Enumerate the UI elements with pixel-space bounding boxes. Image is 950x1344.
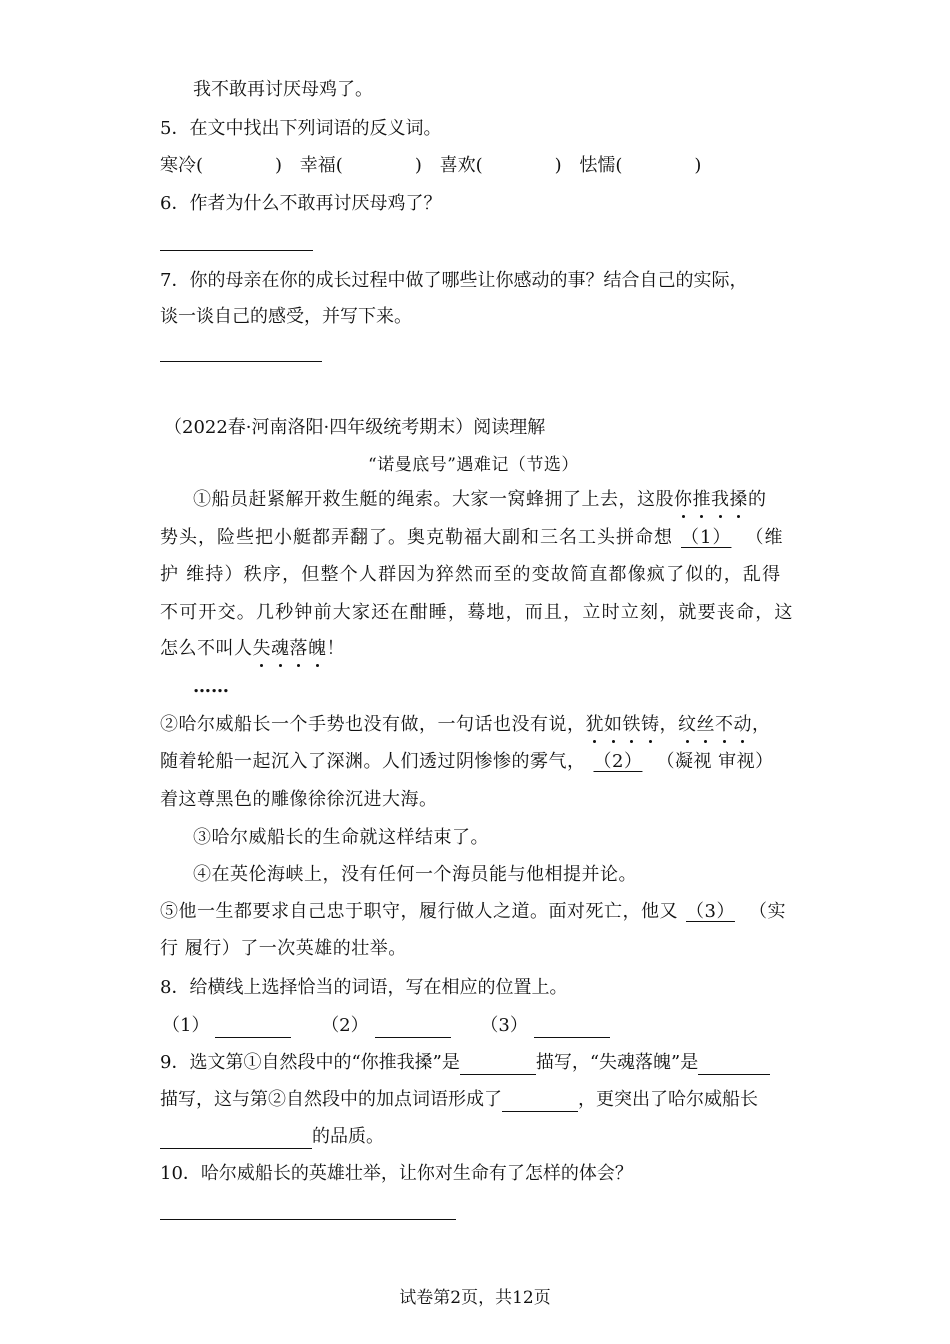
paren-close: ) (554, 155, 562, 176)
dotted-char: 犹 (585, 714, 604, 735)
paragraph-1-line5: 怎么不叫人失魂落魄！ (160, 638, 345, 659)
question-9-line2: 描写，这与第②自然段中的加点词语形成了 ，更突出了哈尔威船长 (160, 1089, 758, 1110)
question-5-antonym-row (160, 154, 701, 178)
answer-label-3: （3） (480, 1015, 528, 1036)
blank-1[interactable]: （1） (681, 527, 732, 548)
paragraph-1-line2: 势头，险些把小艇都弄翻了。奥克勒福大副和三名工头拼命想 （1） （维 (160, 527, 784, 548)
paragraph-1-line3: 护 维持）秩序，但整个人群因为猝然而至的变故简直都像疯了似的，乱得 (160, 564, 782, 585)
question-8-prompt: 8．给横线上选择恰当的词语，写在相应的位置上。 (160, 977, 568, 998)
paragraph-3: ③哈尔威船长的生命就这样结束了。 (193, 827, 489, 848)
paragraph-2-line3: 着这尊黑色的雕像徐徐沉进大海。 (160, 789, 438, 810)
dotted-char: 落 (289, 638, 308, 659)
question-9-line3: 的品质。 (160, 1125, 384, 1149)
question-7-prompt-line1: 7．你的母亲在你的成长过程中做了哪些让你感动的事？结合自己的实际， (160, 270, 748, 291)
paren-close: ) (694, 155, 702, 176)
dotted-char: 魄 (308, 638, 327, 659)
passage-title: “诺曼底号”遇难记（节选） (368, 455, 579, 475)
dotted-char: 纹 (678, 714, 697, 735)
answer-label-2: （2） (321, 1015, 369, 1036)
q9-blank-4[interactable] (160, 1128, 312, 1149)
answer-label-1: （1） (162, 1015, 210, 1036)
paragraph-5-line1: ⑤他一生都要求自己忠于职守，履行做人之道。面对死亡，他又 （3） （实 (160, 901, 786, 922)
dotted-char: 推 (692, 489, 711, 510)
dotted-char: 铁 (622, 714, 641, 735)
blank-2[interactable]: （2） (593, 751, 643, 772)
paren-close: ) (275, 155, 283, 176)
answer-blank-3[interactable] (534, 1017, 610, 1038)
antonym-word-1: 寒冷( (160, 155, 204, 176)
answer-blank-1[interactable] (215, 1017, 291, 1038)
paragraph-5-line2: 行 履行）了一次英雄的壮举。 (160, 938, 407, 959)
dotted-char: 丝 (696, 714, 715, 735)
antonym-word-2: 幸福( (299, 155, 343, 176)
dotted-char: 我 (711, 489, 730, 510)
paragraph-2-line1: ②哈尔威船长一个手势也没有做，一句话也没有说，犹如铁铸，纹丝不动， (160, 714, 771, 735)
dotted-char: 魂 (271, 638, 290, 659)
dotted-char: 动 (733, 714, 752, 735)
dotted-char: 如 (604, 714, 623, 735)
question-5-prompt: 5．在文中找出下列词语的反义词。 (160, 118, 442, 139)
paragraph-1-line1: ①船员赶紧解开救生艇的绳索。大家一窝蜂拥了上去，这股你推我搡的 (193, 489, 767, 510)
q9-blank-1[interactable] (460, 1054, 536, 1075)
question-9-line1: 9．选文第①自然段中的“你推我搡”是 描写，“失魂落魄”是 (160, 1051, 770, 1075)
paragraph-4: ④在英伦海峡上，没有任何一个海员能与他相提并论。 (193, 864, 637, 885)
q9-blank-2[interactable] (698, 1054, 770, 1075)
blank-3[interactable]: （3） (686, 901, 735, 922)
question-6-answer-line[interactable] (160, 250, 313, 251)
dotted-char: 不 (715, 714, 734, 735)
dotted-char: 失 (252, 638, 271, 659)
paragraph-2-line2: 随着轮船一起沉入了深渊。人们透过阴惨惨的雾气， （2） （凝视 审视） (160, 751, 774, 772)
answer-blank-2[interactable] (375, 1017, 451, 1038)
antonym-word-3: 喜欢( (439, 155, 483, 176)
dotted-char: 铸 (641, 714, 660, 735)
question-6-prompt: 6．作者为什么不敢再讨厌母鸡了？ (160, 193, 442, 214)
page-footer: 试卷第2页，共12页 (399, 1288, 551, 1308)
question-8-answers (162, 1014, 610, 1038)
ellipsis: …… (193, 676, 229, 697)
paragraph-1-line4: 不可开交。几秒钟前大家还在酣睡，蓦地，而且，立时立刻，就要丧命，这 (160, 602, 794, 623)
dotted-char: 搡 (729, 489, 748, 510)
question-10-answer-line[interactable] (160, 1219, 456, 1220)
passage-closing-line: 我不敢再讨厌母鸡了。 (193, 79, 373, 100)
reading-source: （2022春·河南洛阳·四年级统考期末）阅读理解 (164, 417, 546, 438)
dotted-char: 你 (674, 489, 693, 510)
question-10-prompt: 10．哈尔威船长的英雄壮举，让你对生命有了怎样的体会？ (160, 1163, 633, 1184)
question-7-answer-line[interactable] (160, 361, 322, 362)
antonym-word-4: 怯懦( (579, 155, 623, 176)
q9-blank-3[interactable] (502, 1091, 578, 1112)
question-7-prompt-line2: 谈一谈自己的感受，并写下来。 (160, 306, 412, 327)
paren-close: ) (414, 155, 422, 176)
